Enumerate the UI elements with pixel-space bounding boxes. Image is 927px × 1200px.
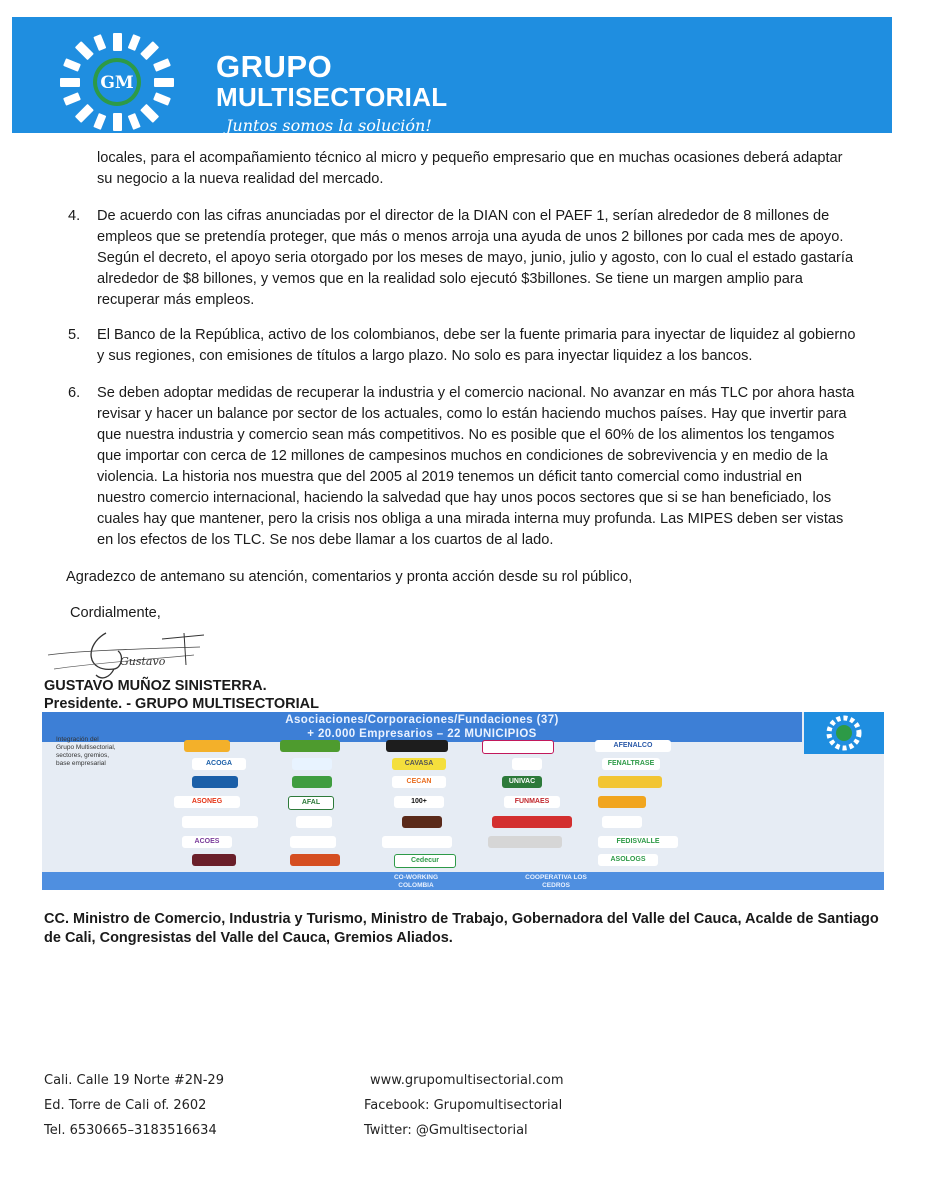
member-logo [192, 776, 238, 788]
text-line: que nuestra industria y comercio sean más competitivos. No es posible que el 60% de los alimentos los tengamos [97, 427, 835, 443]
member-logo [290, 854, 340, 866]
item-5-text [97, 325, 885, 367]
member-logo: ACOES [182, 836, 232, 848]
item-6-text [97, 383, 885, 551]
signer-role: Presidente. - GRUPO MULTISECTORIAL [44, 696, 319, 712]
item-4-text [97, 206, 885, 311]
text-line: cuales hay que mantener, pero la crisis nos obliga a una mirada interna muy profunda. Las MIPES deben ser vistas [97, 511, 844, 527]
member-logo [402, 816, 442, 828]
handwritten-signature [44, 625, 204, 685]
member-logo: ASOLOGS [598, 854, 658, 866]
text-line: empleos que se pretendía proteger, que más o menos arroja una ayuda de unos 2 billones por cada mes de apoyo. [97, 229, 844, 245]
text-line: revisar y hacer un balance por sector de los actuales, como lo están haciendo muchos países. Hay que invertir para [97, 406, 847, 422]
member-logo: CAVASA [392, 758, 446, 770]
member-logo: ACOGA [192, 758, 246, 770]
member-logo [386, 740, 448, 752]
text-line: recuperar más empleos. [97, 292, 255, 308]
member-logo [492, 816, 572, 828]
member-logo [598, 796, 646, 808]
member-logo: 100+ [394, 796, 444, 808]
text-line: que importar con cerca de 12 millones de campesinos muchos en condiciones de sobrevivencia y en medio de la [97, 448, 828, 464]
member-logo [482, 740, 554, 754]
text-line: violencia. La historia nos muestra que del 2005 al 2019 tenemos un déficit tanto comercial como industrial en [97, 469, 802, 485]
member-logo [488, 836, 562, 848]
banner-subtitle: + 20.000 Empresarios – 22 MUNICIPIOS [307, 728, 537, 740]
svg-text:GM: GM [100, 73, 134, 93]
text-line: De acuerdo con las cifras anunciadas por el director de la DIAN con el PAEF 1, serían alrededor de 8 millones de [97, 208, 830, 224]
member-logo: Cedecur [394, 854, 456, 868]
item-number: 4. [68, 208, 81, 224]
salutation: Cordialmente, [70, 605, 161, 621]
member-logo [192, 854, 236, 866]
banner-title-bar [42, 712, 802, 742]
text-line: Se deben adoptar medidas de recuperar la industria y el comercio nacional. No avanzar en más TLC por ahora hasta [97, 385, 855, 401]
member-logo: UNIVAC [502, 776, 542, 788]
member-organizations-banner [42, 712, 884, 890]
banner-note: COOPERATIVA LOS CEDROS [525, 874, 587, 889]
member-logo [382, 836, 452, 848]
signer-name: GUSTAVO MUÑOZ SINISTERRA. [44, 678, 267, 694]
member-logo: CECAN [392, 776, 446, 788]
member-logo: ASONEG [174, 796, 240, 808]
member-logo: FUNMAES [504, 796, 560, 808]
footer-phone: Tel. 6530665–3183516634 [44, 1123, 217, 1138]
item-number: 5. [68, 327, 81, 343]
text-line: El Banco de la República, activo de los colombianos, debe ser la fuente primaria para inyectar de liquidez al gobierno [97, 327, 856, 343]
brand-name-line2: MULTISECTORIAL [216, 82, 448, 112]
company-logo [60, 33, 174, 131]
banner-note: CO-WORKING COLOMBIA [393, 874, 439, 889]
member-logo: AFENALCO [595, 740, 671, 752]
member-logo: FENALTRASE [602, 758, 660, 770]
carbon-copy-recipients: CC. Ministro de Comercio, Industria y Turismo, Ministro de Trabajo, Gobernadora del Valle del Cauca, Acalde de Santiago de Cali, Congresistas del Valle del Cauca, Gremios Aliados. [44, 911, 879, 946]
footer-website-link[interactable]: www.grupomultisectorial.com [370, 1073, 564, 1088]
letterhead-banner [12, 17, 892, 133]
slogan: Juntos somos la solución! [226, 116, 432, 135]
text-line: locales, para el acompañamiento técnico al micro y pequeño empresario que en muchas ocasiones deberá adaptar [97, 150, 843, 166]
member-logo [184, 740, 230, 752]
closing-text: Agradezco de antemano su atención, comentarios y pronta acción desde su rol público, [66, 569, 633, 585]
member-logo [598, 776, 662, 788]
footer-address-line1: Cali. Calle 19 Norte #2N-29 [44, 1073, 224, 1088]
member-logo [290, 836, 336, 848]
member-logo [296, 816, 332, 828]
banner-logo-wheel [804, 712, 884, 754]
item-number: 6. [68, 385, 81, 401]
text-line: nuestro comercio internacional, haciendo la salvedad que hay unos pocos sectores que si se han beneficiado, los [97, 490, 832, 506]
footer-twitter: Twitter: @Gmultisectorial [364, 1123, 528, 1138]
intro-continuation [97, 148, 885, 190]
member-logo [292, 776, 332, 788]
footer-facebook: Facebook: Grupomultisectorial [364, 1098, 563, 1113]
member-logo [602, 816, 642, 828]
banner-title: Asociaciones/Corporaciones/Fundaciones (37) [285, 714, 559, 726]
member-logo [512, 758, 542, 770]
banner-intro-text: Integración del Grupo Multisectorial, sectores, gremios, base empresarial [56, 736, 116, 767]
text-line: alrededor de $8 billones, y vemos que en la realidad solo ejecutó $3billones. Se tiene un margen amplio para [97, 271, 803, 287]
member-logo [280, 740, 340, 752]
member-logo: FEDISVALLE [598, 836, 678, 848]
member-logo [182, 816, 258, 828]
banner-logo [804, 712, 884, 754]
banner-footer-strip [42, 872, 884, 890]
svg-text:Gustavo: Gustavo [120, 655, 166, 668]
text-line: Según el decreto, el apoyo seria otorgado por los meses de mayo, junio, julio y agosto, con lo cual el estado gastaría [97, 250, 854, 266]
member-logo: AFAL [288, 796, 334, 810]
text-line: su negocio a la nueva realidad del mercado. [97, 171, 384, 187]
text-line: en los efectos de los TLC. Se nos debe llamar a los cuartos de al lado. [97, 532, 554, 548]
member-logo [292, 758, 332, 770]
footer-address-line2: Ed. Torre de Cali of. 2602 [44, 1098, 207, 1113]
brand-name-line1: GRUPO [216, 49, 333, 84]
text-line: y sus regiones, con emisiones de títulos a largo plazo. No solo es para inyectar liquidez a los bancos. [97, 348, 753, 364]
